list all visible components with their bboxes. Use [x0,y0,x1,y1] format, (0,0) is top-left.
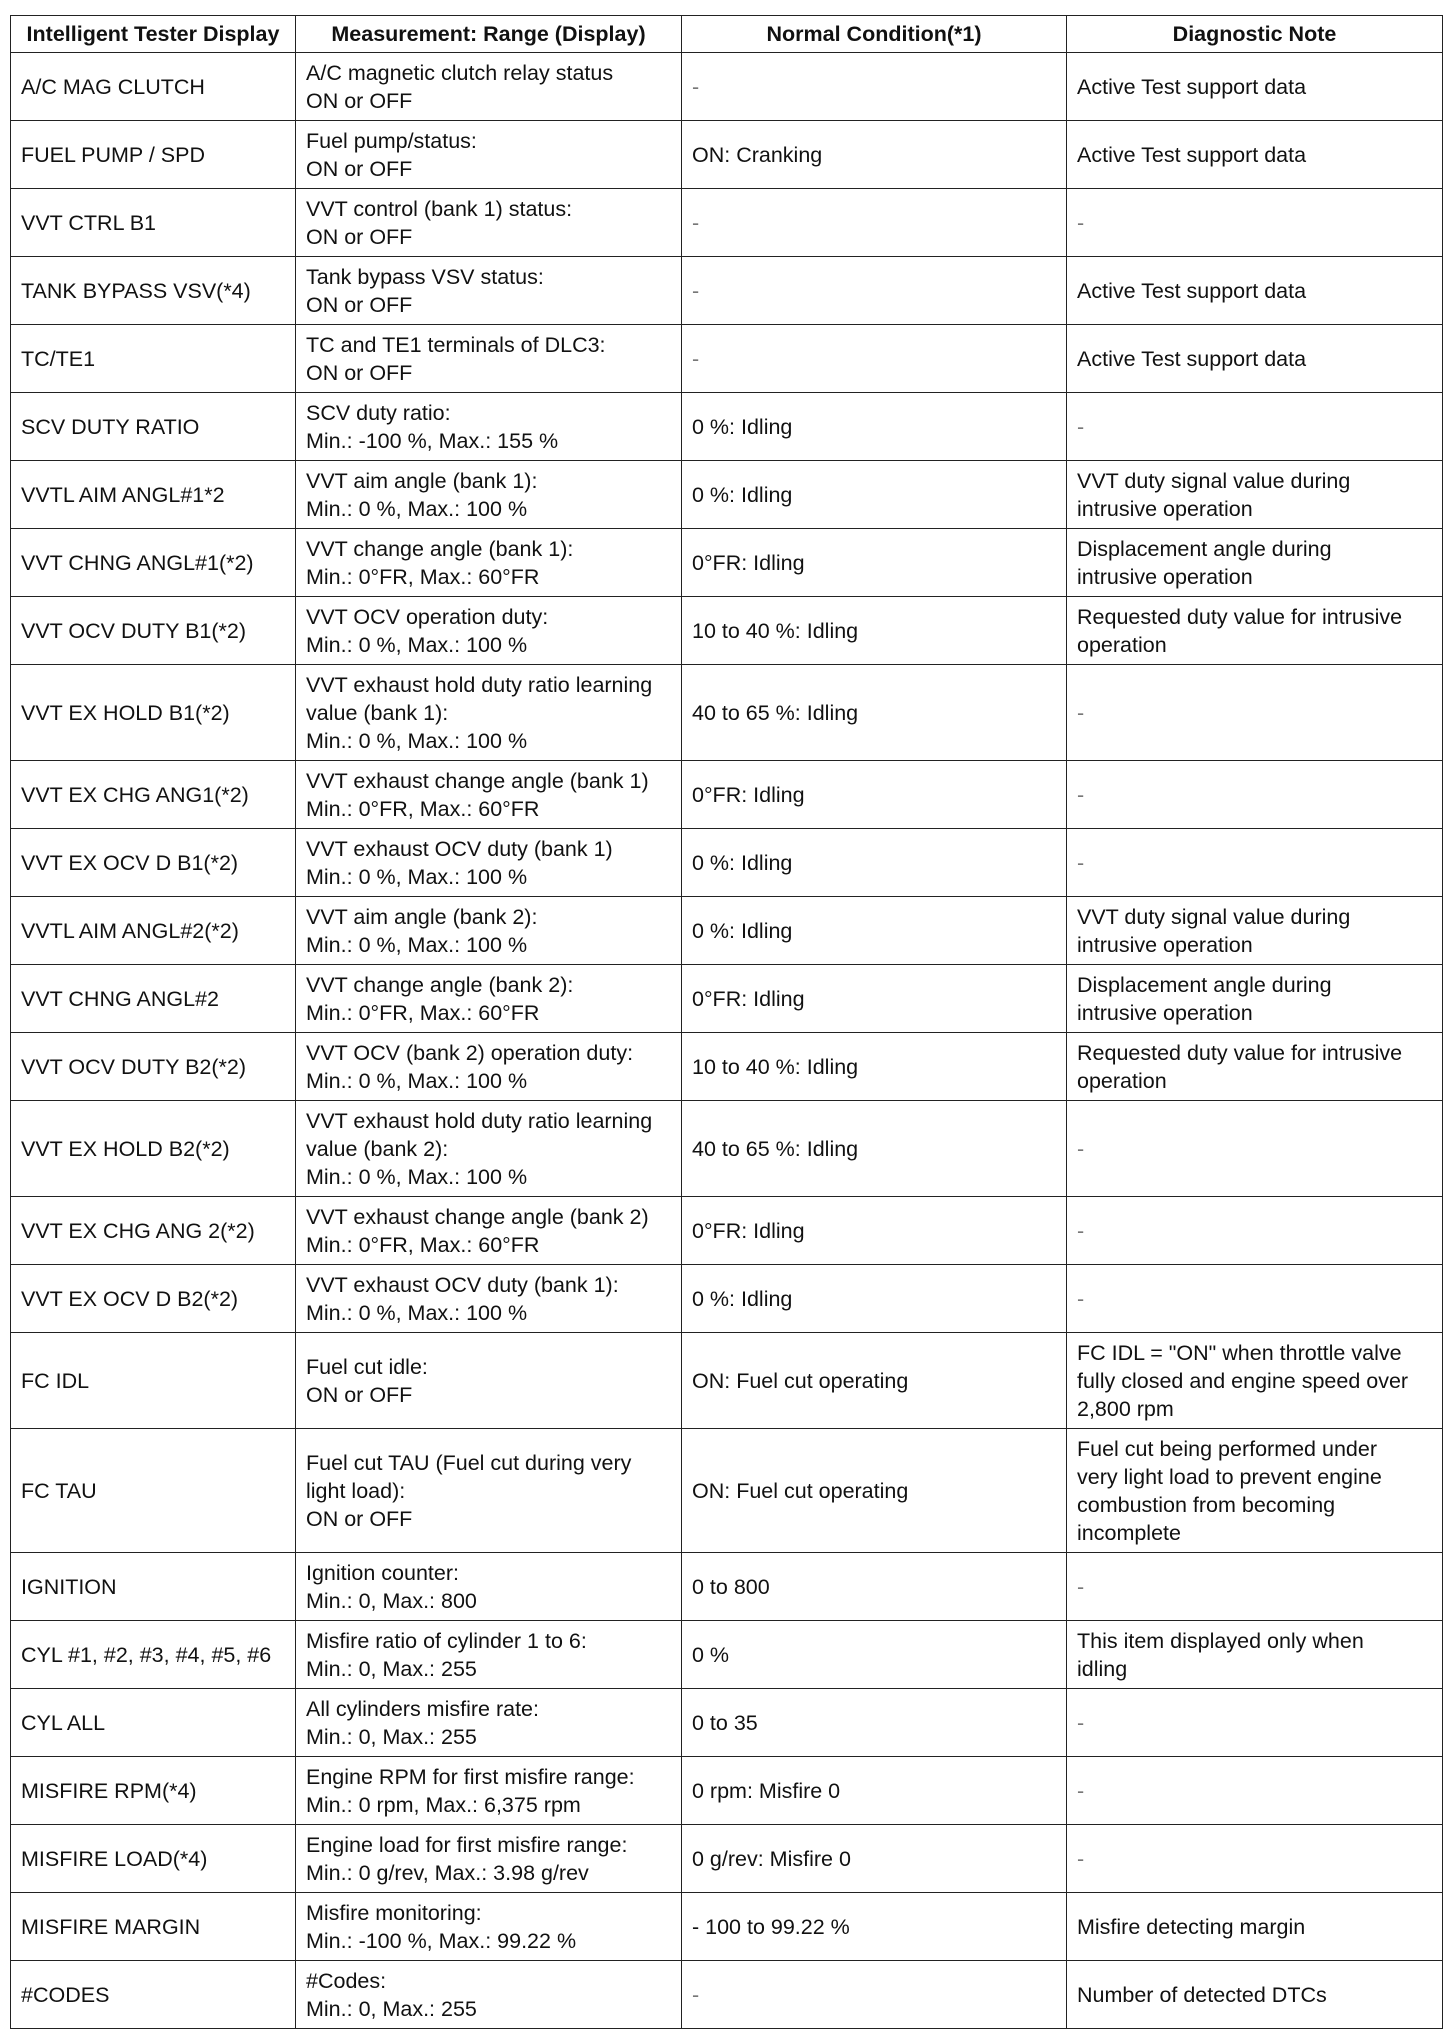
tester-display-cell: VVT EX HOLD B2(*2) [11,1101,296,1197]
diagnostic-note-cell: - [1067,1101,1443,1197]
normal-condition-cell: - [682,257,1067,325]
table-row [11,189,1443,257]
table-row [11,665,1443,761]
tester-display-cell: VVT EX OCV D B2(*2) [11,1265,296,1333]
diagnostic-note-cell: - [1067,1825,1443,1893]
table-row [11,1689,1443,1757]
measurement-range-cell: All cylinders misfire rate: Min.: 0, Max.: 255 [296,1689,682,1757]
header-measurement-range: Measurement: Range (Display) [296,16,682,53]
table-row [11,121,1443,189]
diagnostic-note-cell: Number of detected DTCs [1067,1961,1443,2029]
normal-condition-cell: 0 to 800 [682,1553,1067,1621]
tester-display-cell: MISFIRE MARGIN [11,1893,296,1961]
measurement-range-cell: VVT control (bank 1) status: ON or OFF [296,189,682,257]
measurement-range-cell: VVT aim angle (bank 1): Min.: 0 %, Max.: 100 % [296,461,682,529]
normal-condition-cell: 0 g/rev: Misfire 0 [682,1825,1067,1893]
table-row [11,1333,1443,1429]
table-row [11,1197,1443,1265]
diagnostic-note-cell: FC IDL = "ON" when throttle valve fully closed and engine speed over 2,800 rpm [1067,1333,1443,1429]
table-row [11,829,1443,897]
diagnostic-note-cell: - [1067,393,1443,461]
measurement-range-cell: Fuel cut idle: ON or OFF [296,1333,682,1429]
normal-condition-cell: - [682,189,1067,257]
diagnostic-note-cell: Displacement angle during intrusive operation [1067,965,1443,1033]
measurement-range-cell: Fuel pump/status: ON or OFF [296,121,682,189]
tester-display-cell: SCV DUTY RATIO [11,393,296,461]
diagnostic-note-cell: VVT duty signal value during intrusive operation [1067,461,1443,529]
table-row [11,461,1443,529]
normal-condition-cell: - [682,53,1067,121]
diagnostic-note-cell: Requested duty value for intrusive operation [1067,1033,1443,1101]
diagnostic-note-cell: VVT duty signal value during intrusive operation [1067,897,1443,965]
normal-condition-cell: 0 rpm: Misfire 0 [682,1757,1067,1825]
table-row [11,393,1443,461]
diagnostic-note-cell: - [1067,829,1443,897]
tester-display-cell: VVT OCV DUTY B2(*2) [11,1033,296,1101]
normal-condition-cell: 0 %: Idling [682,461,1067,529]
table-row [11,965,1443,1033]
normal-condition-cell: 0 %: Idling [682,1265,1067,1333]
table-row [11,529,1443,597]
diagnostic-note-cell: Active Test support data [1067,257,1443,325]
normal-condition-cell: 0°FR: Idling [682,529,1067,597]
normal-condition-cell: ON: Fuel cut operating [682,1333,1067,1429]
normal-condition-cell: - 100 to 99.22 % [682,1893,1067,1961]
table-row [11,597,1443,665]
tester-display-cell: MISFIRE RPM(*4) [11,1757,296,1825]
measurement-range-cell: VVT exhaust OCV duty (bank 1): Min.: 0 %, Max.: 100 % [296,1265,682,1333]
tester-display-cell: FUEL PUMP / SPD [11,121,296,189]
diagnostic-note-cell: - [1067,761,1443,829]
diagnostic-note-cell: Active Test support data [1067,53,1443,121]
header-normal-condition: Normal Condition(*1) [682,16,1067,53]
tester-display-cell: VVT EX OCV D B1(*2) [11,829,296,897]
tester-display-cell: VVT EX CHG ANG1(*2) [11,761,296,829]
diagnostic-note-cell: - [1067,1689,1443,1757]
measurement-range-cell: Engine load for first misfire range: Min.: 0 g/rev, Max.: 3.98 g/rev [296,1825,682,1893]
table-header [11,16,1443,53]
diagnostic-note-cell: - [1067,189,1443,257]
table-row [11,1033,1443,1101]
diagnostic-note-cell: - [1067,665,1443,761]
tester-display-cell: CYL ALL [11,1689,296,1757]
measurement-range-cell: VVT OCV operation duty: Min.: 0 %, Max.: 100 % [296,597,682,665]
diagnostic-note-cell: - [1067,1265,1443,1333]
diagnostic-note-cell: - [1067,1197,1443,1265]
table-body [11,53,1443,2029]
normal-condition-cell: 40 to 65 %: Idling [682,665,1067,761]
normal-condition-cell: ON: Fuel cut operating [682,1429,1067,1553]
tester-display-cell: TANK BYPASS VSV(*4) [11,257,296,325]
diagnostic-note-cell: - [1067,1553,1443,1621]
measurement-range-cell: VVT change angle (bank 1): Min.: 0°FR, Max.: 60°FR [296,529,682,597]
measurement-range-cell: VVT exhaust hold duty ratio learning value (bank 1): Min.: 0 %, Max.: 100 % [296,665,682,761]
diagnostic-note-cell: Misfire detecting margin [1067,1893,1443,1961]
tester-display-cell: VVT CTRL B1 [11,189,296,257]
header-row [11,16,1443,53]
measurement-range-cell: TC and TE1 terminals of DLC3: ON or OFF [296,325,682,393]
normal-condition-cell: - [682,325,1067,393]
diagnostic-note-cell: - [1067,1757,1443,1825]
table-row [11,1961,1443,2029]
tester-display-cell: CYL #1, #2, #3, #4, #5, #6 [11,1621,296,1689]
normal-condition-cell: 0°FR: Idling [682,761,1067,829]
diagnostic-note-cell: Displacement angle during intrusive operation [1067,529,1443,597]
tester-display-cell: VVT EX HOLD B1(*2) [11,665,296,761]
diagnostic-note-cell: Requested duty value for intrusive operation [1067,597,1443,665]
table-row [11,1825,1443,1893]
normal-condition-cell: 0°FR: Idling [682,1197,1067,1265]
measurement-range-cell: VVT OCV (bank 2) operation duty: Min.: 0 %, Max.: 100 % [296,1033,682,1101]
measurement-range-cell: VVT exhaust OCV duty (bank 1) Min.: 0 %, Max.: 100 % [296,829,682,897]
header-diagnostic-note: Diagnostic Note [1067,16,1443,53]
tester-display-cell: VVT OCV DUTY B1(*2) [11,597,296,665]
table-row [11,1101,1443,1197]
tester-display-cell: TC/TE1 [11,325,296,393]
measurement-range-cell: Misfire ratio of cylinder 1 to 6: Min.: 0, Max.: 255 [296,1621,682,1689]
table-row [11,1757,1443,1825]
measurement-range-cell: Engine RPM for first misfire range: Min.: 0 rpm, Max.: 6,375 rpm [296,1757,682,1825]
tester-display-cell: #CODES [11,1961,296,2029]
diagnostic-note-cell: Active Test support data [1067,325,1443,393]
table-row [11,257,1443,325]
table-row [11,325,1443,393]
normal-condition-cell: 10 to 40 %: Idling [682,1033,1067,1101]
diagnostic-note-cell: This item displayed only when idling [1067,1621,1443,1689]
table-row [11,1553,1443,1621]
tester-display-cell: VVTL AIM ANGL#2(*2) [11,897,296,965]
measurement-range-cell: SCV duty ratio: Min.: -100 %, Max.: 155 % [296,393,682,461]
normal-condition-cell: 0°FR: Idling [682,965,1067,1033]
normal-condition-cell: 0 % [682,1621,1067,1689]
table-row [11,897,1443,965]
tester-data-table [10,15,1443,2029]
normal-condition-cell: 0 %: Idling [682,897,1067,965]
tester-display-cell: VVT CHNG ANGL#1(*2) [11,529,296,597]
normal-condition-cell: - [682,1961,1067,2029]
normal-condition-cell: ON: Cranking [682,121,1067,189]
tester-display-cell: VVT EX CHG ANG 2(*2) [11,1197,296,1265]
diagnostic-note-cell: Active Test support data [1067,121,1443,189]
measurement-range-cell: Misfire monitoring: Min.: -100 %, Max.: 99.22 % [296,1893,682,1961]
tester-display-cell: FC IDL [11,1333,296,1429]
normal-condition-cell: 0 to 35 [682,1689,1067,1757]
measurement-range-cell: VVT aim angle (bank 2): Min.: 0 %, Max.: 100 % [296,897,682,965]
measurement-range-cell: Fuel cut TAU (Fuel cut during very light load): ON or OFF [296,1429,682,1553]
tester-display-cell: IGNITION [11,1553,296,1621]
measurement-range-cell: Tank bypass VSV status: ON or OFF [296,257,682,325]
table-row [11,53,1443,121]
measurement-range-cell: VVT exhaust change angle (bank 1) Min.: 0°FR, Max.: 60°FR [296,761,682,829]
tester-display-cell: VVT CHNG ANGL#2 [11,965,296,1033]
data-table-container [10,15,1442,2029]
measurement-range-cell: Ignition counter: Min.: 0, Max.: 800 [296,1553,682,1621]
table-row [11,761,1443,829]
normal-condition-cell: 0 %: Idling [682,829,1067,897]
measurement-range-cell: A/C magnetic clutch relay status ON or OFF [296,53,682,121]
table-row [11,1893,1443,1961]
table-row [11,1621,1443,1689]
measurement-range-cell: VVT change angle (bank 2): Min.: 0°FR, Max.: 60°FR [296,965,682,1033]
tester-display-cell: A/C MAG CLUTCH [11,53,296,121]
normal-condition-cell: 40 to 65 %: Idling [682,1101,1067,1197]
normal-condition-cell: 10 to 40 %: Idling [682,597,1067,665]
measurement-range-cell: #Codes: Min.: 0, Max.: 255 [296,1961,682,2029]
table-row [11,1265,1443,1333]
table-row [11,1429,1443,1553]
diagnostic-note-cell: Fuel cut being performed under very light load to prevent engine combustion from becoming incomplete [1067,1429,1443,1553]
tester-display-cell: FC TAU [11,1429,296,1553]
measurement-range-cell: VVT exhaust change angle (bank 2) Min.: 0°FR, Max.: 60°FR [296,1197,682,1265]
measurement-range-cell: VVT exhaust hold duty ratio learning value (bank 2): Min.: 0 %, Max.: 100 % [296,1101,682,1197]
tester-display-cell: VVTL AIM ANGL#1*2 [11,461,296,529]
tester-display-cell: MISFIRE LOAD(*4) [11,1825,296,1893]
normal-condition-cell: 0 %: Idling [682,393,1067,461]
header-tester-display: Intelligent Tester Display [11,16,296,53]
